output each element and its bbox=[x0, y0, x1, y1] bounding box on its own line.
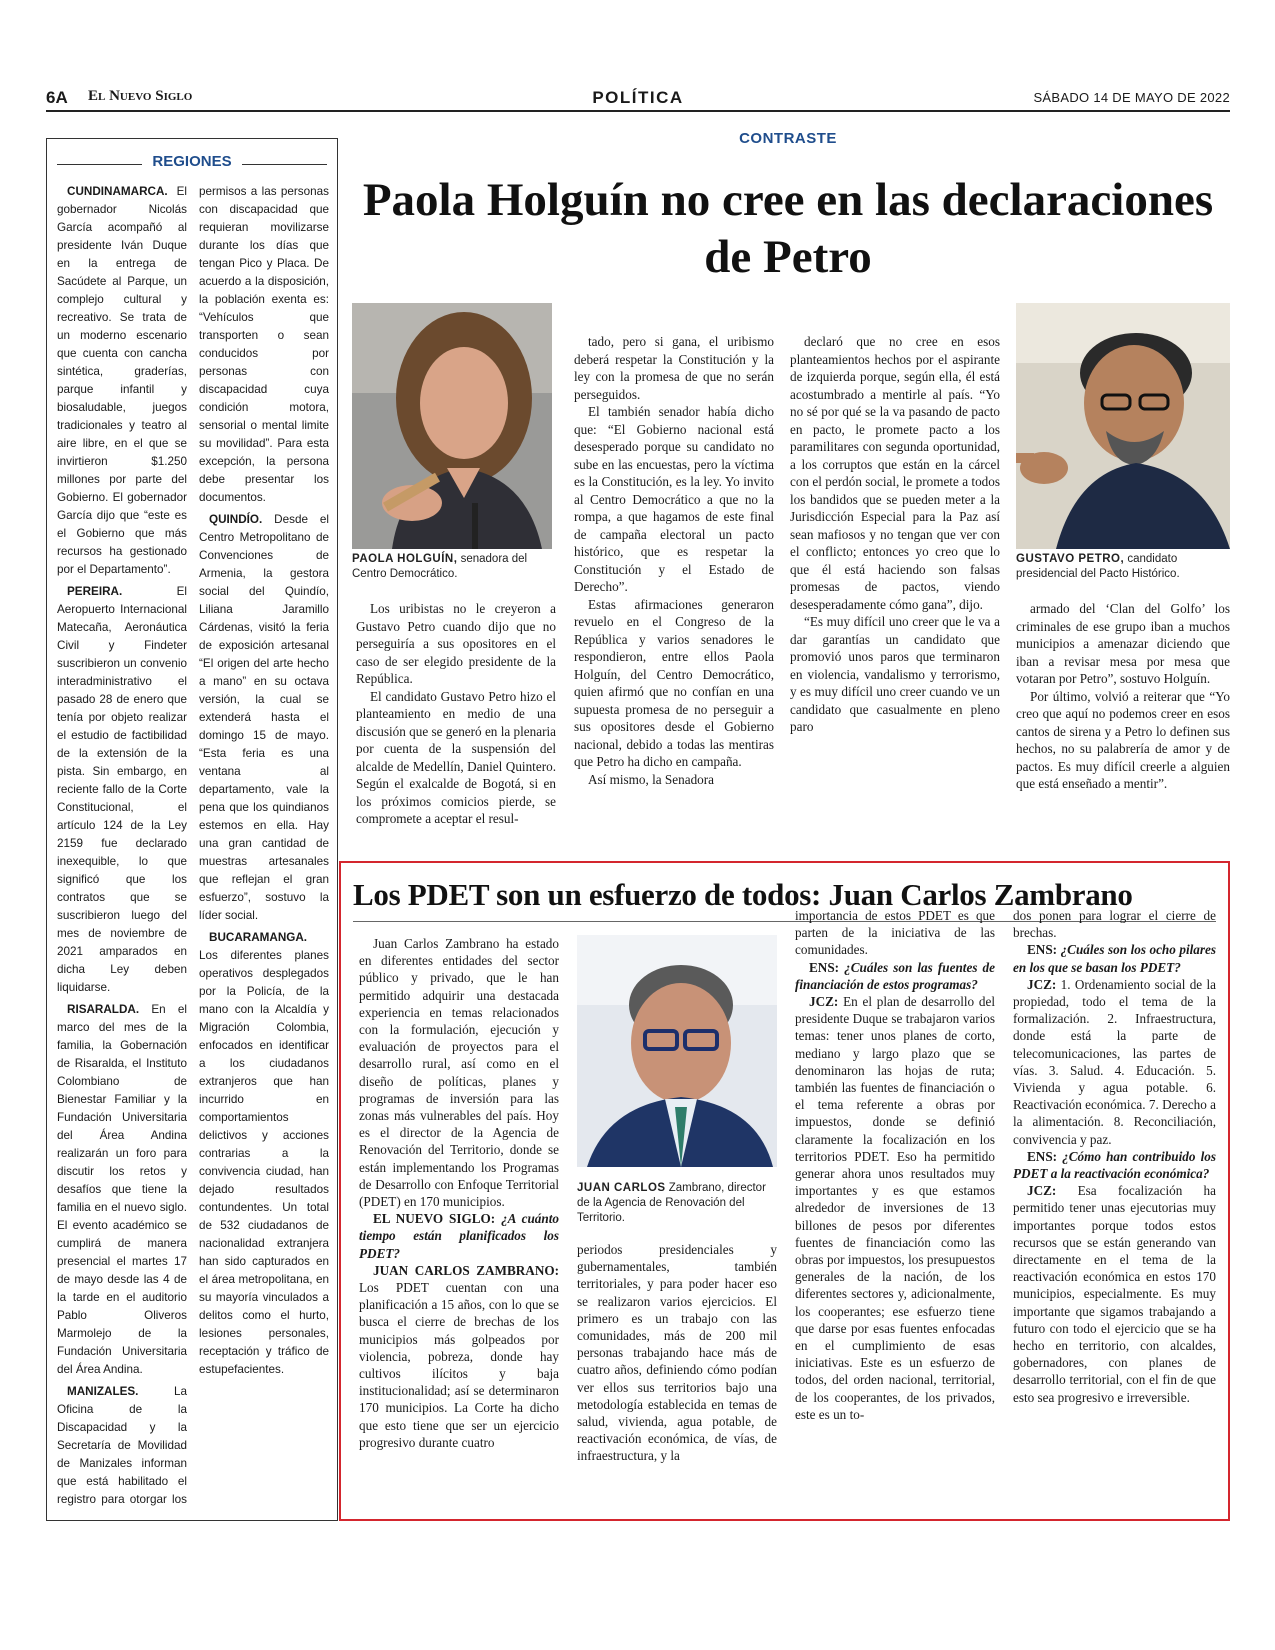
answer-text: 1. Ordenamiento social de la propiedad, todo el tema de la formalización. 2. Infraestructura, donde está la parte de telecomunicaciones, las partes de vías. 3. Salud. 4. Educación. 5. Vivienda y agua potable. 6. Reactivación económica. 7. Derecho a la alimentación. 8. Reconciliación, convivencia y paz. bbox=[1013, 976, 1216, 1147]
answer-speaker: JCZ: bbox=[1027, 1183, 1057, 1199]
paola-holguin-caption bbox=[352, 552, 552, 582]
issue-date: SÁBADO 14 DE MAYO DE 2022 bbox=[1033, 90, 1230, 105]
article-paragraph: armado del ‘Clan del Golfo’ los criminales de ese grupo iban a muchos municipios a amenazar diciendo que iban a revisar mesa por mesa que votaran por Petro”, sostuvo Holguín. bbox=[1016, 601, 1230, 686]
region-brief bbox=[57, 183, 187, 579]
region-lead: RISARALDA. bbox=[67, 1003, 140, 1016]
caption-text: candidato presidencial del Pacto Histórico. bbox=[1016, 553, 1180, 580]
page-header bbox=[46, 88, 1230, 112]
region-brief bbox=[57, 1001, 187, 1379]
interview-paragraph: periodos presidenciales y gubernamentales, también territoriales, y para poder hacer eso se realizaron varios ejercicios. El primero es un trabajo con las comunidades, más de 200 mil personas trabajando hace más de cuatro años, definiendo cómo podían ver ellos sus territorios bajo una metodología establecida en temas de salud, vivienda, agua potable, de reactivación económica, de vías, de infraestructura, y la bbox=[577, 1242, 777, 1464]
answer-speaker: JCZ: bbox=[809, 994, 839, 1010]
interview-answer bbox=[359, 1262, 559, 1451]
region-text: El gobernador Nicolás García acompañó al presidente Iván Duque en la entrega de Sacúdete al Parque, un complejo cultural y recreativo. Se trata de un moderno escenario que cuenta con cancha sintética, graderías, parque infantil y biosaludable, juegos tradicionales y teatro al aire libre, en el que se invirtieron $1.250 millones por parte del Gobierno. El gobernador García dijo que “este es el Gobierno que más recursos ha gestionado por el Departamento”. bbox=[57, 185, 187, 576]
question-speaker: ENS: bbox=[809, 959, 845, 975]
article-paragraph: declaró que no cree en esos planteamientos hechos por el aspirante de izquierda porque, según ella, él está acostumbrado a mentirle al país. “Yo no sé por qué se la va pasando de pacto en pacto, le promete pacto a los paramilitares con segunda oportunidad, a los corruptos que están en la cárcel con el perdón social, le promete a todos los bandidos que se pueden meter a la Jurisdicción Especial para la Paz así sean mafiosos y no tengan que ver con el conflicto; entonces yo creo que lo que él está haciendo son falsas promesas de pactos, viendo desesperadamente cómo gana”, dijo. bbox=[790, 334, 1000, 612]
article-column-4 bbox=[1016, 600, 1230, 845]
regions-column bbox=[46, 138, 338, 1521]
interview-question bbox=[359, 1210, 559, 1262]
caption-name: PAOLA HOLGUÍN, bbox=[352, 553, 458, 565]
gustavo-petro-caption bbox=[1016, 552, 1230, 582]
region-lead: QUINDÍO. bbox=[209, 513, 263, 526]
answer-text: Esa focalización ha permitido tener unas ejecutorias muy importantes porque todos estos recursos que se están generando van directamente en el tema de la reactivación económica en estos 170 municipios, especialmente. Es muy importante que sigamos trabajando a futuro con todo el ejercicio que se ha hecho en territorio, con alcaldes, gobernadores, con planes de desarrollo territorial, con el fin de que esto sea progresivo e irreversible. bbox=[1013, 1183, 1216, 1405]
region-text: Desde el Centro Metropolitano de Convenciones de Armenia, la gestora social del Quindío, Liliana Jaramillo Cárdenas, visitó la feria de exposición artesanal “El origen del arte hecho a mano” en su octava versión, la cual se extenderá hasta el domingo 15 de mayo. “Esta feria es una ventana al departamento, vale la pena que los quindianos estemos en ella. Hay una gran cantidad de muestras artesanales que reflejan el gran esfuerzo”, sostuvo la líder social. bbox=[199, 513, 329, 922]
caption-name: JUAN CARLOS bbox=[577, 1182, 666, 1194]
article-paragraph: Los uribistas no le creyeron a Gustavo Petro cuando dijo que no perseguiría a sus opositores en el caso de ser elegido presidente de la República. bbox=[356, 601, 556, 686]
article-paragraph: El candidato Gustavo Petro hizo el planteamiento en medio de una discusión que se generó en la plenaria por cuenta de la suspensión del alcalde de Medellín, Daniel Quintero. Según el exalcalde de Bogotá, si en los próximos comicios pierde, se compromete a aceptar el resul- bbox=[356, 688, 556, 826]
answer-speaker: JCZ: bbox=[1027, 976, 1057, 992]
article-paragraph: Así mismo, la Senadora bbox=[588, 771, 714, 787]
region-brief bbox=[199, 929, 329, 1379]
article-paragraph: Estas afirmaciones generaron revuelo en el Congreso de la República y varios senadores le respondieron, entre ellos Paola Holguín, del Centro Democrático, quien afirmó que no confían en una supuesta promesa de no perseguir a sus opositores desde el Gobierno nacional, debido a todas las mentiras que Petro ha dicho en campaña. bbox=[574, 596, 774, 769]
interview-column-1 bbox=[359, 935, 559, 1515]
regions-text bbox=[57, 183, 329, 1510]
interview-paragraph: importancia de estos PDET es que parten de la iniciativa de las comunidades. bbox=[795, 908, 995, 958]
interview-answer bbox=[1013, 1182, 1216, 1406]
question-text: ¿A cuánto tiempo están planificados los PDET? bbox=[359, 1211, 559, 1261]
region-brief bbox=[199, 511, 329, 925]
interview-question bbox=[795, 959, 995, 993]
regions-heading bbox=[57, 153, 327, 173]
gustavo-petro-photo bbox=[1016, 303, 1230, 549]
region-lead: PEREIRA. bbox=[67, 585, 123, 598]
regions-title: REGIONES bbox=[142, 153, 241, 170]
interview-column-3 bbox=[795, 907, 995, 1515]
interview-column-4 bbox=[1013, 907, 1216, 1515]
region-text: El Aeropuerto Internacional Matecaña, Aeronáutica Civil y Findeter suscribieron un convenio interadministrativo el pasado 28 de enero que tenía por objeto realizar el estudio de factibilidad de la extensión de la pista. Sin embargo, en reciente fallo de la Corte Constitucional, el artículo 124 de la Ley 2159 fue declarado inexequible, lo que significó que los contratos que se suscribieron luego del mes de noviembre de 2021 amparados en dicha Ley deben liquidarse. bbox=[57, 585, 187, 994]
masthead: El Nuevo Siglo bbox=[88, 88, 193, 104]
interview-intro: Juan Carlos Zambrano ha estado en diferentes entidades del sector público y privado, que le han permitido adquirir una destacada experiencia en temas relacionados con la formulación, ejecución y evaluación de proyectos para el desarrollo rural, así como en el diseño de políticas, planes y programas de inversión para las zonas más vulnerables del país. Hoy es el director de la Agencia de Renovación del Territorio, donde se están implementando los Programas de Desarrollo con Enfoque Territorial (PDET) en 170 municipios. bbox=[359, 936, 559, 1210]
paola-holguin-illustration bbox=[352, 303, 552, 549]
interview-paragraph: dos ponen para lograr el cierre de brechas. bbox=[1013, 908, 1216, 941]
answer-text: Los PDET cuentan con una planificación a 15 años, con lo que se busca el cierre de brechas de los municipios más golpeados por violencia, pobreza, donde hay cultivos ilícitos y baja institucionalidad; así se determinaron 170 municipios. La Corte ha dicho que esto tiene que ser un ejercicio progresivo durante cuatro bbox=[359, 1280, 559, 1450]
page-number: 6A bbox=[46, 88, 68, 107]
article-paragraph: tado, pero si gana, el uribismo deberá respetar la Constitución y la ley con la promesa de que no serán perseguidos. bbox=[574, 334, 774, 402]
interview-question bbox=[1013, 941, 1216, 975]
article-kicker: CONTRASTE bbox=[739, 130, 837, 147]
region-text: Los diferentes planes operativos desplegados por la Policía, de la mano con la Alcaldía y Migración Colombia, enfocados en identificar a los ciudadanos extranjeros que han incurrido en comportamientos delictivos y acciones contrarias a la convivencia ciudad, han dejado resultados contundentes. Un total de 532 ciudadanos de nacionalidad extranjera han sido capturados en el área metropolitana, en su mayoría vinculados a delitos como el hurto, lesiones personales, receptación y tráfico de estupefacientes. bbox=[199, 949, 329, 1376]
juan-carlos-zambrano-photo bbox=[577, 935, 777, 1167]
section-title: POLÍTICA bbox=[592, 88, 684, 107]
region-brief bbox=[57, 583, 187, 997]
region-text: La Oficina de la Discapacidad y la Secretaría de Movilidad de Manizales informan que está habilitado el registro para otorgar los permisos a las personas con discapacidad que requieran movilizarse durante los días que tengan Pico y Placa. De acuerdo a la disposición, la población exenta es: “Vehículos que transporten o sean conducidos por personas con discapacidad cuya condición motora, sensorial o mental limite su movilidad”. Para esta excepción, la persona debe presentar los documentos. bbox=[57, 185, 329, 1506]
article-paragraph: El también senador había dicho que: “El Gobierno nacional está desesperado porque su candidato no sube en las encuestas, pero la víctima es la Constitución, es la ley. Yo invito al Centro Democrático a que no la rompa, a que hagamos de este final de campaña electoral un pacto histórico, que es respetar la Constitución y el Estado de Derecho”. bbox=[574, 404, 774, 594]
interview-box bbox=[339, 861, 1230, 1521]
caption-name: GUSTAVO PETRO, bbox=[1016, 553, 1125, 565]
caption-text: senadora del Centro Democrático. bbox=[352, 553, 528, 580]
paola-holguin-photo bbox=[352, 303, 552, 549]
question-speaker: ENS: bbox=[1027, 942, 1061, 958]
interview-title: Los PDET son un esfuerzo de todos: Juan Carlos Zambrano bbox=[353, 877, 1133, 912]
region-lead: CUNDINAMARCA. bbox=[67, 185, 168, 198]
juan-carlos-zambrano-illustration bbox=[577, 935, 777, 1167]
region-lead: BUCARAMANGA. bbox=[209, 931, 308, 944]
interview-question bbox=[1013, 1148, 1216, 1182]
caption-text: Zambrano, director de la Agencia de Renovación del Territorio. bbox=[577, 1182, 766, 1224]
gustavo-petro-illustration bbox=[1016, 303, 1230, 549]
region-lead: MANIZALES. bbox=[67, 1385, 139, 1398]
article-column-1 bbox=[356, 600, 556, 845]
question-text: ¿Cuáles son las fuentes de financiación de estos programas? bbox=[795, 959, 995, 992]
question-text: ¿Cuáles son los ocho pilares en los que se basan los PDET? bbox=[1013, 942, 1216, 975]
question-text: ¿Cómo han contribuido los PDET a la reactivación económica? bbox=[1013, 1148, 1216, 1182]
juan-carlos-zambrano-caption bbox=[577, 1181, 777, 1226]
question-speaker: ENS: bbox=[1027, 1148, 1063, 1164]
interview-column-2 bbox=[577, 1241, 777, 1515]
article-column-3 bbox=[790, 333, 1000, 845]
article-paragraph: Por último, volvió a reiterar que “Yo creo que aquí no podemos creer en esos cantos de sirena y a Petro lo definen sus hechos, no su palabrería de amor y de pactos. Es muy difícil creerle a alguien que está enseñado a mentir”. bbox=[1016, 688, 1230, 791]
article-column-2 bbox=[574, 333, 774, 845]
answer-speaker: JUAN CARLOS ZAMBRANO: bbox=[373, 1262, 559, 1278]
interview-answer bbox=[1013, 976, 1216, 1148]
article-paragraph: “Es muy difícil uno creer que le va a dar garantías un candidato que promovió unos paros que terminaron en violencia, vandalismo y terrorismo, y es muy difícil uno creer cuando ve un candidato que casualmente en pleno paro bbox=[790, 614, 1000, 734]
interview-answer bbox=[795, 993, 995, 1423]
region-text: En el marco del mes de la familia, la Gobernación de Risaralda, el Instituto Colombiano de Bienestar Familiar y la Fundación Universitaria del Área Andina realizarán un foro para discutir los retos y desafíos que tiene la familia en el nuevo siglo. El evento académico se cumplirá de manera presencial el martes 17 de mayo desde las 4 de la tarde en el auditorio Pablo Oliveros Marmolejo de la Fundación Universitaria del Área Andina. bbox=[57, 1003, 187, 1376]
question-speaker: EL NUEVO SIGLO: bbox=[373, 1211, 502, 1227]
article-headline: Paola Holguín no cree en las declaraciones de Petro bbox=[362, 174, 1214, 283]
answer-text: En el plan de desarrollo del presidente Duque se trabajaron varios temas: tener unos planes de corto, mediano y largo plazo que se denominaron las hojas de ruta; también las fuentes de financiación o el tema referente a obras por impuestos, donde se definió claramente la focalización en los territorios PDET. Eso ha permitido generar ahora unos resultados muy importantes y es que estamos alrededor de inversiones de 13 billones de pesos por diferentes fuentes de financiación como las obras por impuestos, los presupuestos generales de la nación, de los diferentes sectores y, adicionalmente, los cooperantes; ese esfuerzo tiene que darse por esas fuentes enfocadas en el cumplimiento de esas iniciativas. Este es un esfuerzo de todos, del orden nacional, territorial, de los cooperantes, de los privados, este es un to- bbox=[795, 994, 995, 1422]
